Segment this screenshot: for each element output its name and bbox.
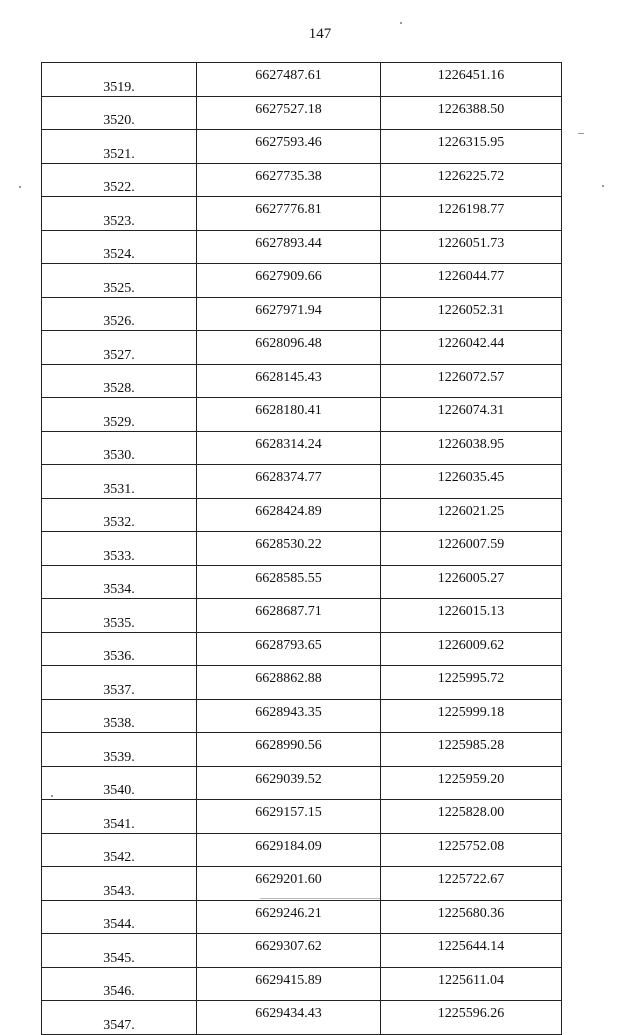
table-row bbox=[42, 130, 562, 164]
y-coordinate: 1225959.20 bbox=[381, 766, 562, 800]
x-coordinate: 6628180.41 bbox=[197, 398, 381, 432]
y-coordinate: 1225680.36 bbox=[381, 900, 562, 934]
point-number: 3521. bbox=[42, 130, 197, 164]
x-coordinate: 6629184.09 bbox=[197, 833, 381, 867]
table-row bbox=[42, 666, 562, 700]
table-row bbox=[42, 900, 562, 934]
x-coordinate: 6628530.22 bbox=[197, 532, 381, 566]
point-number: 3541. bbox=[42, 800, 197, 834]
x-coordinate: 6629039.52 bbox=[197, 766, 381, 800]
point-number: 3524. bbox=[42, 230, 197, 264]
table-row bbox=[42, 197, 562, 231]
y-coordinate: 1226074.31 bbox=[381, 398, 562, 432]
y-coordinate: 1226315.95 bbox=[381, 130, 562, 164]
point-number: 3528. bbox=[42, 364, 197, 398]
point-number: 3519. bbox=[42, 63, 197, 97]
y-coordinate: 1225596.26 bbox=[381, 1001, 562, 1035]
y-coordinate: 1226451.16 bbox=[381, 63, 562, 97]
y-coordinate: 1226021.25 bbox=[381, 498, 562, 532]
point-number: 3532. bbox=[42, 498, 197, 532]
y-coordinate: 1226051.73 bbox=[381, 230, 562, 264]
y-coordinate: 1226198.77 bbox=[381, 197, 562, 231]
table-row bbox=[42, 364, 562, 398]
y-coordinate: 1226015.13 bbox=[381, 599, 562, 633]
x-coordinate: 6627776.81 bbox=[197, 197, 381, 231]
y-coordinate: 1226052.31 bbox=[381, 297, 562, 331]
point-number: 3533. bbox=[42, 532, 197, 566]
scan-speck bbox=[19, 186, 21, 188]
point-number: 3529. bbox=[42, 398, 197, 432]
scan-speck bbox=[400, 22, 402, 24]
scan-speck bbox=[51, 795, 53, 797]
point-number: 3523. bbox=[42, 197, 197, 231]
y-coordinate: 1225611.04 bbox=[381, 967, 562, 1001]
x-coordinate: 6629415.89 bbox=[197, 967, 381, 1001]
x-coordinate: 6628374.77 bbox=[197, 465, 381, 499]
y-coordinate: 1225722.67 bbox=[381, 867, 562, 901]
y-coordinate: 1226072.57 bbox=[381, 364, 562, 398]
x-coordinate: 6629246.21 bbox=[197, 900, 381, 934]
x-coordinate: 6628943.35 bbox=[197, 699, 381, 733]
x-coordinate: 6628096.48 bbox=[197, 331, 381, 365]
coordinates-table bbox=[41, 62, 562, 1035]
x-coordinate: 6628990.56 bbox=[197, 733, 381, 767]
x-coordinate: 6627527.18 bbox=[197, 96, 381, 130]
y-coordinate: 1226044.77 bbox=[381, 264, 562, 298]
scan-mark bbox=[578, 133, 584, 134]
page-number: 147 bbox=[308, 26, 332, 42]
coordinates-table-body bbox=[42, 63, 562, 1035]
point-number: 3527. bbox=[42, 331, 197, 365]
point-number: 3526. bbox=[42, 297, 197, 331]
y-coordinate: 1225644.14 bbox=[381, 934, 562, 968]
table-row bbox=[42, 264, 562, 298]
x-coordinate: 6629434.43 bbox=[197, 1001, 381, 1035]
table-row bbox=[42, 230, 562, 264]
table-row bbox=[42, 733, 562, 767]
point-number: 3522. bbox=[42, 163, 197, 197]
x-coordinate: 6628145.43 bbox=[197, 364, 381, 398]
scan-mark bbox=[260, 898, 380, 899]
x-coordinate: 6629307.62 bbox=[197, 934, 381, 968]
table-row bbox=[42, 163, 562, 197]
x-coordinate: 6628862.88 bbox=[197, 666, 381, 700]
point-number: 3530. bbox=[42, 431, 197, 465]
x-coordinate: 6627487.61 bbox=[197, 63, 381, 97]
point-number: 3535. bbox=[42, 599, 197, 633]
point-number: 3531. bbox=[42, 465, 197, 499]
point-number: 3545. bbox=[42, 934, 197, 968]
point-number: 3546. bbox=[42, 967, 197, 1001]
table-row bbox=[42, 632, 562, 666]
y-coordinate: 1225828.00 bbox=[381, 800, 562, 834]
x-coordinate: 6628314.24 bbox=[197, 431, 381, 465]
scan-speck bbox=[602, 185, 604, 187]
x-coordinate: 6629201.60 bbox=[197, 867, 381, 901]
table-row bbox=[42, 398, 562, 432]
x-coordinate: 6627971.94 bbox=[197, 297, 381, 331]
x-coordinate: 6627909.66 bbox=[197, 264, 381, 298]
table-row bbox=[42, 96, 562, 130]
x-coordinate: 6627593.46 bbox=[197, 130, 381, 164]
point-number: 3544. bbox=[42, 900, 197, 934]
x-coordinate: 6628793.65 bbox=[197, 632, 381, 666]
table-row bbox=[42, 599, 562, 633]
point-number: 3538. bbox=[42, 699, 197, 733]
table-row bbox=[42, 967, 562, 1001]
x-coordinate: 6629157.15 bbox=[197, 800, 381, 834]
table-row bbox=[42, 431, 562, 465]
y-coordinate: 1226035.45 bbox=[381, 465, 562, 499]
point-number: 3543. bbox=[42, 867, 197, 901]
table-row bbox=[42, 699, 562, 733]
table-row bbox=[42, 766, 562, 800]
point-number: 3537. bbox=[42, 666, 197, 700]
point-number: 3539. bbox=[42, 733, 197, 767]
table-row bbox=[42, 498, 562, 532]
table-row bbox=[42, 532, 562, 566]
x-coordinate: 6627893.44 bbox=[197, 230, 381, 264]
table-row bbox=[42, 565, 562, 599]
y-coordinate: 1226007.59 bbox=[381, 532, 562, 566]
point-number: 3525. bbox=[42, 264, 197, 298]
y-coordinate: 1226388.50 bbox=[381, 96, 562, 130]
point-number: 3534. bbox=[42, 565, 197, 599]
table-row bbox=[42, 1001, 562, 1035]
table-row bbox=[42, 465, 562, 499]
point-number: 3542. bbox=[42, 833, 197, 867]
point-number: 3540. bbox=[42, 766, 197, 800]
x-coordinate: 6628424.89 bbox=[197, 498, 381, 532]
x-coordinate: 6628687.71 bbox=[197, 599, 381, 633]
y-coordinate: 1226038.95 bbox=[381, 431, 562, 465]
y-coordinate: 1225999.18 bbox=[381, 699, 562, 733]
y-coordinate: 1226042.44 bbox=[381, 331, 562, 365]
table-row bbox=[42, 331, 562, 365]
x-coordinate: 6628585.55 bbox=[197, 565, 381, 599]
table-row bbox=[42, 297, 562, 331]
table-row bbox=[42, 833, 562, 867]
table-row bbox=[42, 934, 562, 968]
y-coordinate: 1225995.72 bbox=[381, 666, 562, 700]
point-number: 3547. bbox=[42, 1001, 197, 1035]
y-coordinate: 1226005.27 bbox=[381, 565, 562, 599]
y-coordinate: 1226225.72 bbox=[381, 163, 562, 197]
table-row bbox=[42, 63, 562, 97]
y-coordinate: 1225752.08 bbox=[381, 833, 562, 867]
y-coordinate: 1226009.62 bbox=[381, 632, 562, 666]
y-coordinate: 1225985.28 bbox=[381, 733, 562, 767]
point-number: 3520. bbox=[42, 96, 197, 130]
point-number: 3536. bbox=[42, 632, 197, 666]
table-row bbox=[42, 867, 562, 901]
x-coordinate: 6627735.38 bbox=[197, 163, 381, 197]
table-row bbox=[42, 800, 562, 834]
